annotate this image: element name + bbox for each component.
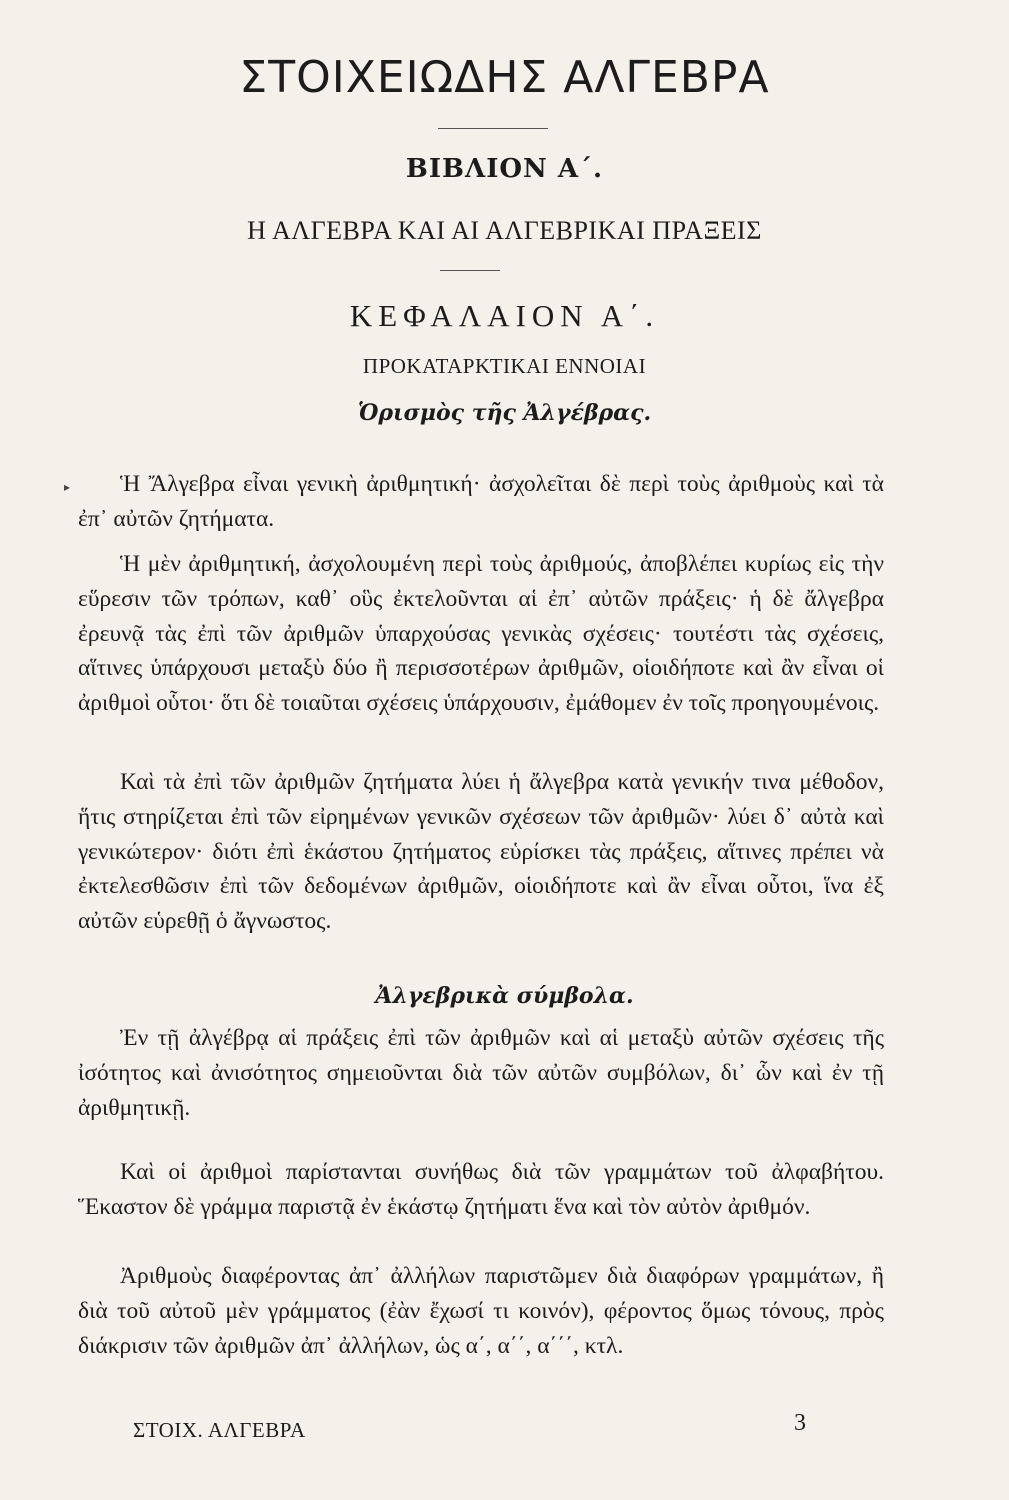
paragraph: Καὶ οἱ ἀριθμοὶ παρίστανται συνήθως διὰ τῶν γραμμάτων τοῦ ἀλφαβήτου. Ἕκαστον δὲ γράμμα παριστᾷ ἐν ἑκάστῳ ζητήματι ἕνα καὶ τὸν αὐτὸν ἀριθμόν.	[78, 1159, 884, 1220]
title-divider	[438, 128, 548, 129]
section-heading-symbols: Ἀλγεβρικὰ σύμβολα.	[375, 983, 634, 1009]
paragraph: Ἐν τῇ ἀλγέβρᾳ αἱ πράξεις ἐπὶ τῶν ἀριθμῶν καὶ αἱ μεταξὺ αὐτῶν σχέσεις τῆς ἰσότητος καὶ ἀνισότητος σημειοῦνται διὰ τῶν αὐτῶν συμβόλων, δι᾽ ὧν καὶ ἐν τῇ ἀριθμητικῇ.	[78, 1025, 884, 1121]
margin-mark-icon: ▸	[64, 480, 71, 494]
paragraph: Ἡ μὲν ἀριθμητική, ἀσχολουμένη περὶ τοὺς ἀριθμούς, ἀποβλέπει κυρίως εἰς τὴν εὕρεσιν τῶν τρόπων, καθ᾽ οὓς ἐκτελοῦνται αἱ ἐπ᾽ αὐτῶν πράξεις· ἡ δὲ ἄλγεβρα ἐρευνᾷ τὰς ἐπὶ τῶν ἀριθμῶν ὑπαρχούσας γενικὰς σχέσεις· τουτέστι τὰς σχέσεις, αἵτινες ὑπάρχουσι μεταξὺ δύο ἢ περισσοτέρων ἀριθμῶν, οἱοιδήποτε καὶ ἂν εἶναι οἱ ἀριθμοὶ οὗτοι· ὅτι δὲ τοιαῦται σχέσεις ὑπάρχουσιν, ἐμάθομεν ἐν τοῖς προηγουμένοις.	[78, 551, 884, 717]
chapter-label: ΚΕΦΑΛΑΙΟΝ Α΄.	[349, 298, 660, 333]
chapter-subtitle: ΠΡΟΚΑΤΑΡΚΤΙΚΑΙ ΕΝΝΟΙΑΙ	[362, 354, 647, 378]
paragraph: Ἡ Ἄλγεβρα εἶναι γενικὴ ἀριθμητική· ἀσχολεῖται δὲ περὶ τοὺς ἀριθμοὺς καὶ τὰ ἐπ᾽ αὐτῶν ζητήματα.	[78, 471, 884, 532]
book-title: ΣΤΟΙΧΕΙΩΔΗΣ ΑΛΓΕΒΡΑ	[239, 52, 770, 103]
paragraph: Ἀριθμοὺς διαφέροντας ἀπ᾽ ἀλλήλων παριστῶμεν διὰ διαφόρων γραμμάτων, ἢ διὰ τοῦ αὐτοῦ μὲν γράμματος (ἐὰν ἔχωσί τι κοινόν), φέροντος ὅμως τόνους, πρὸς διάκρισιν τῶν ἀριθμῶν ἀπ᾽ ἀλλήλων, ὡς α΄, α΄΄, α΄΄΄, κτλ.	[78, 1263, 884, 1359]
book-subtitle: Η ΑΛΓΕΒΡΑ ΚΑΙ ΑΙ ΑΛΓΕΒΡΙΚΑΙ ΠΡΑΞΕΙΣ	[247, 216, 762, 245]
book-label: ΒΙΒΛΙΟΝ Α΄.	[405, 154, 604, 184]
section-heading-definition: Ὁρισμὸς τῆς Ἀλγέβρας.	[357, 400, 652, 426]
page-number: 3	[794, 1410, 806, 1436]
paragraph: Καὶ τὰ ἐπὶ τῶν ἀριθμῶν ζητήματα λύει ἡ ἄλγεβρα κατὰ γενικήν τινα μέθοδον, ἥτις στηρίζεται ἐπὶ τῶν εἰρημένων γενικῶν σχέσεων τῶν ἀριθμῶν· λύει δ᾽ αὐτὰ καὶ γενικώτερον· διότι ἐπὶ ἑκάστου ζητήματος εὑρίσκει τὰς πράξεις, αἵτινες πρέπει νὰ ἐκτελεσθῶσιν ἐπὶ τῶν δεδομένων ἀριθμῶν, οἱοιδήποτε καὶ ἂν εἶναι οὗτοι, ἵνα ἐξ αὐτῶν εὑρεθῇ ὁ ἄγνωστος.	[78, 769, 884, 935]
running-title: ΣΤΟΙΧ. ΑΛΓΕΒΡΑ	[133, 1418, 306, 1442]
subtitle-divider	[440, 270, 500, 271]
